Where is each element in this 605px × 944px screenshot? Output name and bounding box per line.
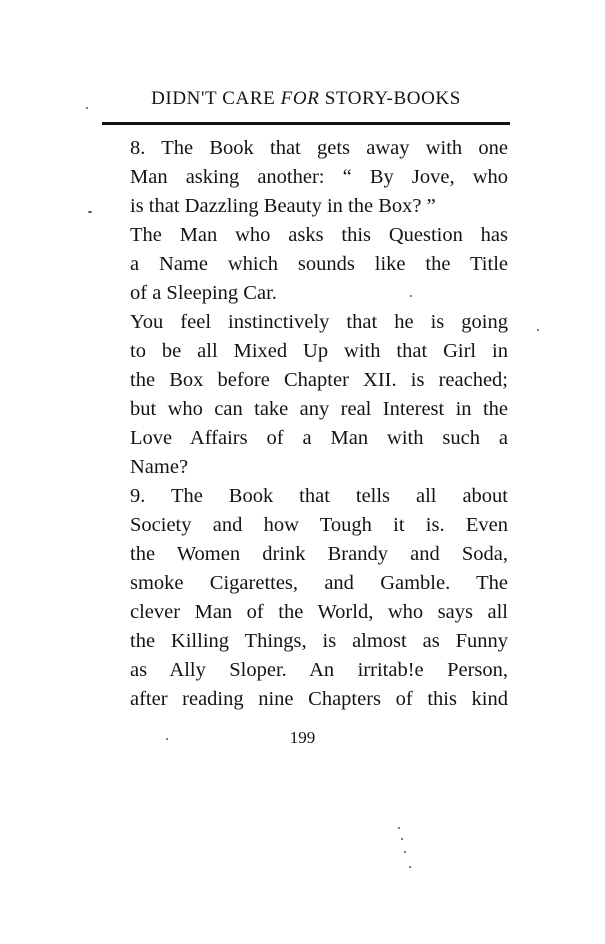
paragraph-item-9 — [104, 482, 508, 714]
text-line: Society and how Tough it is. Even — [130, 514, 508, 536]
text-line: smoke Cigarettes, and Gamble. The — [130, 572, 508, 594]
scan-speck — [398, 827, 400, 829]
scan-speck — [537, 329, 539, 331]
text-line: The Man who asks this Question has — [130, 224, 508, 246]
scan-speck — [166, 738, 168, 740]
scan-speck — [410, 295, 412, 297]
text-line: You feel instinctively that he is going — [130, 311, 508, 333]
page-number: 199 — [289, 728, 316, 747]
scan-speck — [404, 851, 406, 853]
paragraph-man-question — [104, 221, 508, 308]
text-line: but who can take any real Interest in the — [130, 398, 508, 420]
text-line: to be all Mixed Up with that Girl in — [130, 340, 508, 362]
running-head-part-3: STORY-BOOKS — [324, 88, 461, 109]
text-line: is that Dazzling Beauty in the Box? ” — [130, 195, 436, 217]
text-line: the Women drink Brandy and Soda, — [130, 543, 508, 565]
text-line: after reading nine Chapters of this kind — [130, 688, 508, 710]
text-line: 8. The Book that gets away with one — [130, 137, 508, 159]
text-line: Man asking another: “ By Jove, who — [130, 166, 508, 188]
text-line: of a Sleeping Car. — [130, 282, 277, 304]
scan-speck — [88, 211, 92, 213]
paragraph-item-8 — [104, 134, 508, 221]
running-head-part-1: DIDN'T CARE — [151, 88, 276, 109]
scan-speck — [401, 838, 403, 840]
scan-speck — [409, 866, 411, 868]
text-line: the Box before Chapter XII. is reached; — [130, 369, 508, 391]
text-line: the Killing Things, is almost as Funny — [130, 630, 508, 652]
paragraph-instinctively — [104, 308, 508, 482]
text-line: 9. The Book that tells all about — [130, 485, 508, 507]
text-line: Name? — [130, 456, 189, 478]
text-line: as Ally Sloper. An irritab!e Person, — [130, 659, 508, 681]
text-line: Love Affairs of a Man with such a — [130, 427, 508, 449]
header-rule — [102, 122, 510, 125]
text-line: a Name which sounds like the Title — [130, 253, 508, 275]
running-head — [102, 88, 510, 110]
body-text — [104, 134, 508, 714]
running-head-italic-word: FOR — [280, 88, 320, 109]
text-line: clever Man of the World, who says all — [130, 601, 508, 623]
scan-speck — [86, 107, 88, 109]
